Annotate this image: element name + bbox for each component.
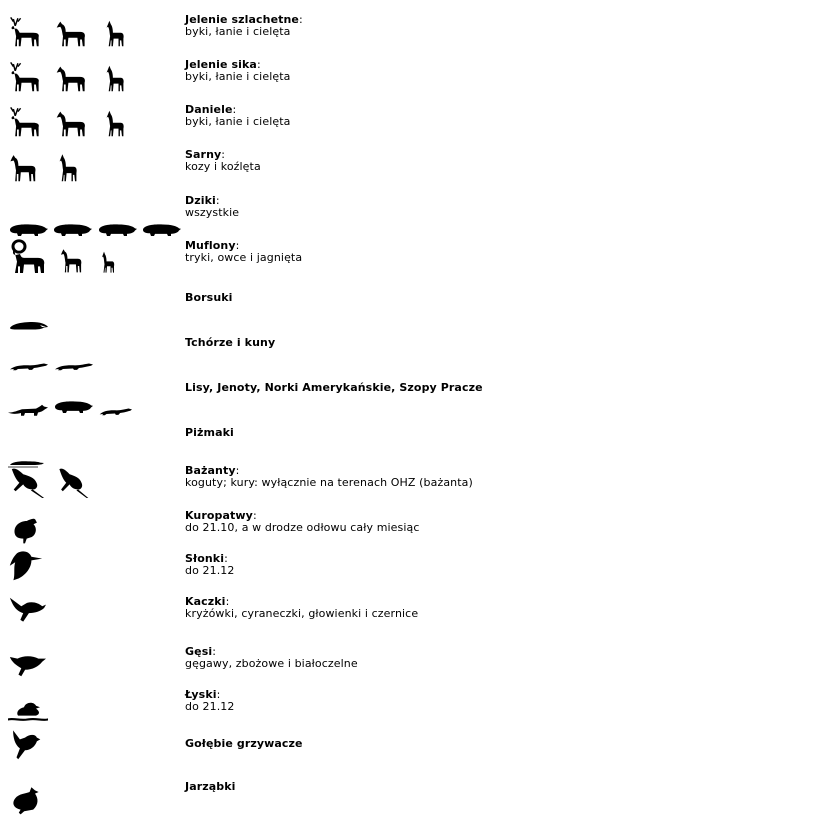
species-name: Muflony: bbox=[185, 239, 240, 252]
species-name: Kaczki: bbox=[185, 595, 230, 608]
species-description: koguty; kury: wyłącznie na terenach OHZ (bażanta) bbox=[185, 476, 473, 489]
name-colon: : bbox=[225, 595, 230, 608]
name-colon: : bbox=[252, 509, 257, 522]
roe-deer-doe-icon bbox=[8, 147, 40, 183]
species-text bbox=[185, 781, 236, 793]
species-name: Sarny: bbox=[185, 148, 226, 161]
hazel-grouse-icon bbox=[8, 784, 44, 816]
species-text bbox=[185, 510, 420, 534]
sika-deer-stag-icon bbox=[8, 59, 44, 93]
name-colon: : bbox=[232, 103, 237, 116]
species-text bbox=[185, 149, 261, 173]
species-text bbox=[185, 646, 358, 670]
species-text bbox=[185, 738, 303, 750]
name-colon: : bbox=[212, 645, 217, 658]
species-name: Kuropatwy: bbox=[185, 509, 257, 522]
woodcock-icon bbox=[8, 546, 44, 582]
species-name: Tchórze i kuny bbox=[185, 336, 276, 349]
species-text bbox=[185, 465, 473, 489]
species-text bbox=[185, 195, 239, 219]
species-name: Słonki: bbox=[185, 552, 228, 565]
duck-icon bbox=[8, 591, 46, 625]
red-deer-stag-icon bbox=[8, 14, 44, 48]
species-text bbox=[185, 292, 233, 304]
marten-icon bbox=[53, 355, 93, 373]
species-name: Jelenie sika: bbox=[185, 58, 261, 71]
species-description: byki, łanie i cielęta bbox=[185, 25, 291, 38]
wild-boar-icon bbox=[52, 219, 92, 241]
fallow-deer-fawn-icon bbox=[101, 104, 129, 138]
species-description: do 21.12 bbox=[185, 700, 235, 713]
roe-deer-kid-icon bbox=[54, 147, 82, 183]
species-description: kozy i koźlęta bbox=[185, 160, 261, 173]
partridge-icon bbox=[8, 513, 42, 545]
species-text bbox=[185, 689, 235, 713]
species-text bbox=[185, 553, 235, 577]
species-name: Gęsi: bbox=[185, 645, 217, 658]
species-text bbox=[185, 382, 483, 394]
sika-deer-calf-icon bbox=[101, 59, 129, 93]
species-text bbox=[185, 337, 275, 349]
mouflon-ewe-icon bbox=[59, 242, 85, 274]
name-colon: : bbox=[235, 239, 240, 252]
species-name: Jarząbki bbox=[185, 780, 236, 793]
species-name: Daniele: bbox=[185, 103, 237, 116]
species-description: wszystkie bbox=[185, 206, 240, 219]
species-name: Jelenie szlachetne: bbox=[185, 13, 303, 26]
mouflon-ram-icon bbox=[8, 236, 48, 274]
sika-deer-hind-icon bbox=[54, 59, 90, 93]
coot-icon bbox=[8, 696, 48, 724]
species-name: Dziki: bbox=[185, 194, 220, 207]
species-description: do 21.12 bbox=[185, 564, 235, 577]
goose-icon bbox=[8, 649, 46, 681]
species-text bbox=[185, 104, 290, 128]
species-description: do 21.10, a w drodze odłowu cały miesiąc bbox=[185, 521, 420, 534]
name-colon: : bbox=[298, 13, 303, 26]
name-colon: : bbox=[224, 552, 228, 565]
wild-boar-icon bbox=[141, 219, 181, 241]
name-colon: : bbox=[256, 58, 261, 71]
fox-icon bbox=[8, 396, 48, 418]
species-text bbox=[185, 14, 303, 38]
wood-pigeon-icon bbox=[8, 725, 42, 761]
mouflon-lamb-icon bbox=[98, 246, 118, 274]
species-description: byki, łanie i cielęta bbox=[185, 70, 291, 83]
red-deer-calf-icon bbox=[101, 14, 129, 48]
name-colon: : bbox=[215, 194, 220, 207]
species-name: Bażanty: bbox=[185, 464, 240, 477]
fallow-deer-buck-icon bbox=[8, 104, 44, 138]
species-text bbox=[185, 427, 234, 439]
red-deer-hind-icon bbox=[54, 14, 90, 48]
name-colon: : bbox=[221, 148, 226, 161]
wild-boar-icon bbox=[97, 219, 137, 241]
species-description: tryki, owce i jagnięta bbox=[185, 251, 303, 264]
species-description: byki, łanie i cielęta bbox=[185, 115, 291, 128]
fallow-deer-doe-icon bbox=[54, 104, 90, 138]
species-text bbox=[185, 596, 418, 620]
species-name: Lisy, Jenoty, Norki Amerykańskie, Szopy Pracze bbox=[185, 381, 483, 394]
pheasant-hen-icon bbox=[56, 464, 90, 498]
badger-icon bbox=[8, 314, 48, 334]
species-name: Piżmaki bbox=[185, 426, 234, 439]
polecat-icon bbox=[8, 355, 48, 373]
species-text bbox=[185, 240, 302, 264]
name-colon: : bbox=[235, 464, 240, 477]
mink-icon bbox=[98, 400, 132, 418]
name-colon: : bbox=[216, 688, 221, 701]
pheasant-cock-icon bbox=[8, 464, 46, 498]
species-name: Borsuki bbox=[185, 291, 233, 304]
raccoon-dog-icon bbox=[53, 396, 93, 418]
species-description: kryżówki, cyraneczki, głowienki i czernice bbox=[185, 607, 419, 620]
species-name: Gołębie grzywacze bbox=[185, 737, 303, 750]
species-name: Łyski: bbox=[185, 688, 221, 701]
species-text bbox=[185, 59, 290, 83]
species-description: gęgawy, zbożowe i białoczelne bbox=[185, 657, 358, 670]
